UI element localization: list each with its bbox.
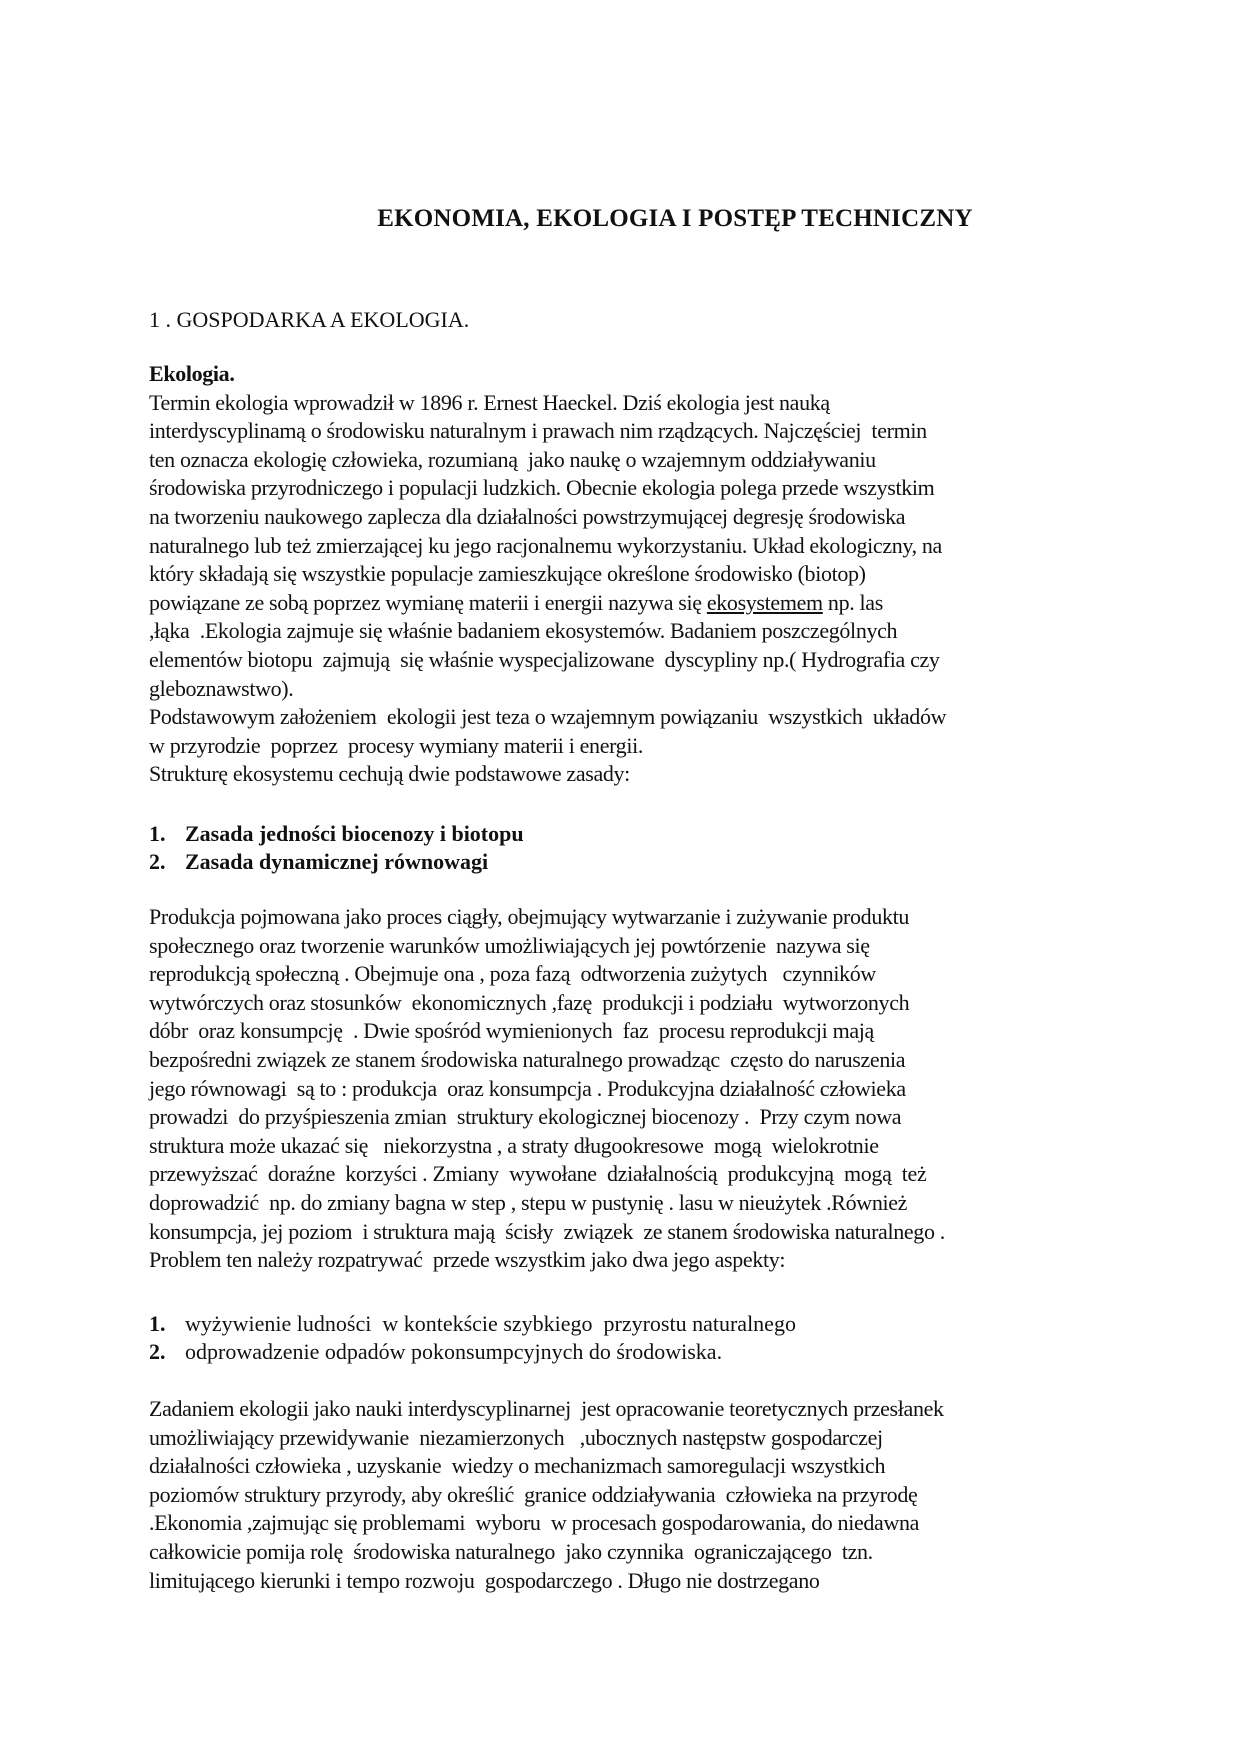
text-segment: powiązane ze sobą poprzez wymianę materii i energii nazywa się bbox=[149, 589, 707, 615]
text-line: przewyższać doraźne korzyści . Zmiany wywołane działalnością produkcyjną mogą też bbox=[149, 1161, 927, 1187]
text-line: w przyrodzie poprzez procesy wymiany materii i energii. bbox=[149, 732, 644, 758]
text-line: naturalnego lub też zmierzającej ku jego racjonalnemu wykorzystaniu. Układ ekologiczny, na bbox=[149, 532, 942, 558]
text-line: ten oznacza ekologię człowieka, rozumianą jako naukę o wzajemnym oddziaływaniu bbox=[149, 446, 876, 472]
text-line: wytwórczych oraz stosunków ekonomicznych ,fazę produkcji i podziału wytworzonych bbox=[149, 989, 910, 1015]
paragraph-zadaniem bbox=[149, 1395, 1089, 1595]
text-line: środowiska przyrodniczego i populacji ludzkich. Obecnie ekologia polega przede wszystkim bbox=[149, 475, 935, 501]
text-line bbox=[149, 589, 1089, 618]
text-line: limitującego kierunki i tempo rozwoju gospodarczego . Długo nie dostrzegano bbox=[149, 1567, 820, 1593]
list-number: 1. bbox=[149, 821, 166, 846]
list-text: Zasada dynamicznej równowagi bbox=[185, 849, 489, 874]
text-line: działalności człowieka , uzyskanie wiedzy o mechanizmach samoregulacji wszystkich bbox=[149, 1453, 886, 1479]
underlined-term-ekosystemem: ekosystemem bbox=[706, 589, 823, 615]
text-line: prowadzi do przyśpieszenia zmian struktury ekologicznej biocenozy . Przy czym nowa bbox=[149, 1104, 902, 1130]
list-text: wyżywienie ludności w kontekście szybkiego przyrostu naturalnego bbox=[185, 1311, 796, 1336]
principles-list bbox=[149, 820, 1089, 876]
list-item bbox=[149, 820, 1089, 848]
text-line: który składają się wszystkie populacje zamieszkujące określone środowisko (biotop) bbox=[149, 561, 866, 587]
text-line: Podstawowym założeniem ekologii jest teza o wzajemnym powiązaniu wszystkich układów bbox=[149, 704, 947, 730]
text-line: doprowadzić np. do zmiany bagna w step , stepu w pustynię . lasu w nieużytek .Również bbox=[149, 1189, 908, 1215]
text-line: reprodukcją społeczną . Obejmuje ona , poza fazą odtworzenia zużytych czynników bbox=[149, 961, 876, 987]
paragraph-ekologia bbox=[149, 360, 1089, 789]
text-line: jego równowagi są to : produkcja oraz konsumpcja . Produkcyjna działalność człowieka bbox=[149, 1075, 906, 1101]
text-line: Zadaniem ekologii jako nauki interdyscyplinarnej jest opracowanie teoretycznych przesłanek bbox=[149, 1396, 944, 1421]
text-segment: np. las bbox=[822, 589, 883, 615]
text-line: Problem ten należy rozpatrywać przede wszystkim jako dwa jego aspekty: bbox=[149, 1247, 786, 1273]
text-line: elementów biotopu zajmują się właśnie wyspecjalizowane dyscypliny np.( Hydrografia czy bbox=[149, 646, 940, 672]
list-number: 2. bbox=[149, 1339, 166, 1364]
text-line: .Ekonomia ,zajmując się problemami wyboru w procesach gospodarowania, do niedawna bbox=[149, 1510, 920, 1536]
text-line: całkowicie pomija rolę środowiska naturalnego jako czynnika ograniczającego tzn. bbox=[149, 1538, 873, 1564]
document-title: EKONOMIA, EKOLOGIA I POSTĘP TECHNICZNY bbox=[377, 205, 973, 232]
text-line: Produkcja pojmowana jako proces ciągły, obejmujący wytwarzanie i zużywanie produktu bbox=[149, 904, 910, 929]
list-text: odprowadzenie odpadów pokonsumpcyjnych do środowiska. bbox=[185, 1339, 723, 1364]
text-line: umożliwiający przewidywanie niezamierzonych ,ubocznych następstw gospodarczej bbox=[149, 1424, 883, 1450]
text-line: Termin ekologia wprowadził w 1896 r. Ernest Haeckel. Dziś ekologia jest nauką bbox=[149, 389, 830, 415]
list-number: 1. bbox=[149, 1311, 166, 1336]
aspects-list bbox=[149, 1310, 1089, 1366]
text-line: poziomów struktury przyrody, aby określić granice oddziaływania człowieka na przyrodę bbox=[149, 1481, 918, 1507]
text-line: Strukturę ekosystemu cechują dwie podstawowe zasady: bbox=[149, 761, 630, 787]
text-line: gleboznawstwo). bbox=[149, 675, 294, 701]
list-item bbox=[149, 1310, 1089, 1338]
text-line: dóbr oraz konsumpcję . Dwie spośród wymienionych faz procesu reprodukcji mają bbox=[149, 1018, 874, 1044]
text-line: bezpośredni związek ze stanem środowiska naturalnego prowadząc często do naruszenia bbox=[149, 1046, 906, 1072]
text-line: konsumpcja, jej poziom i struktura mają ścisły związek ze stanem środowiska naturalnego . bbox=[149, 1218, 945, 1244]
list-item bbox=[149, 1338, 1089, 1366]
text-line: na tworzeniu naukowego zaplecza dla działalności powstrzymującej degresję środowiska bbox=[149, 503, 906, 529]
subheading: Ekologia. bbox=[149, 361, 235, 386]
list-item bbox=[149, 848, 1089, 876]
text-line: struktura może ukazać się niekorzystna , a straty długookresowe mogą wielokrotnie bbox=[149, 1132, 879, 1158]
text-line: społecznego oraz tworzenie warunków umożliwiających jej powtórzenie nazywa się bbox=[149, 932, 870, 958]
text-line: ,łąka .Ekologia zajmuje się właśnie badaniem ekosystemów. Badaniem poszczególnych bbox=[149, 618, 898, 644]
list-number: 2. bbox=[149, 849, 166, 874]
paragraph-produkcja bbox=[149, 903, 1089, 1275]
section-heading: 1 . GOSPODARKA A EKOLOGIA. bbox=[149, 307, 470, 332]
list-text: Zasada jedności biocenozy i biotopu bbox=[185, 821, 524, 846]
text-line: interdyscyplinamą o środowisku naturalnym i prawach nim rządzących. Najczęściej termin bbox=[149, 418, 927, 444]
